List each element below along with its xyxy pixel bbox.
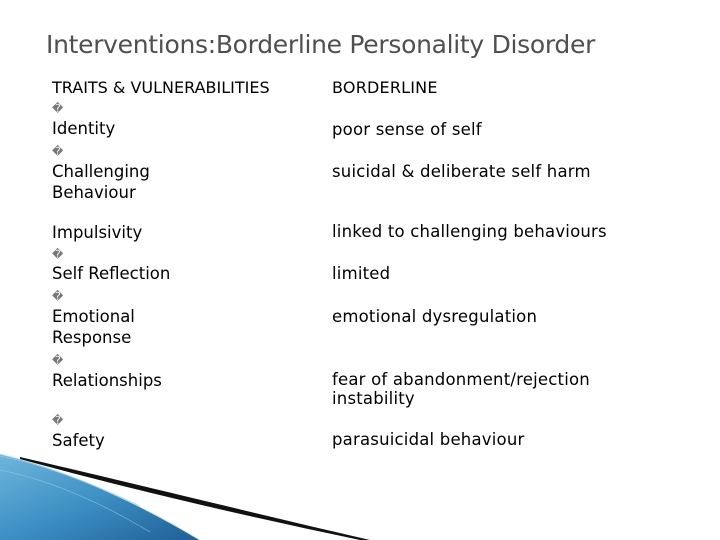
bullet-icon: � xyxy=(52,145,64,158)
header-borderline: BORDERLINE xyxy=(332,78,438,97)
trait-line: Response xyxy=(52,328,132,347)
trait-emotional-response xyxy=(52,306,135,348)
trait-challenging-behaviour xyxy=(52,161,150,203)
decorative-swoosh xyxy=(0,440,380,540)
bullet-icon: � xyxy=(52,290,64,303)
desc-line: instability xyxy=(332,389,415,408)
bullet-icon: � xyxy=(52,102,64,115)
bullet-icon: � xyxy=(52,354,64,367)
desc-relationships xyxy=(332,370,590,408)
desc-line: emotional dysregulation xyxy=(332,307,538,326)
desc-impulsivity xyxy=(332,222,607,241)
desc-line: poor sense of self xyxy=(332,120,482,139)
bullet-icon: � xyxy=(52,414,64,427)
desc-identity xyxy=(332,120,482,139)
desc-line: fear of abandonment/rejection xyxy=(332,370,590,389)
trait-line: Emotional xyxy=(52,307,135,326)
trait-line: Relationships xyxy=(52,371,162,390)
trait-line: Behaviour xyxy=(52,183,136,202)
trait-line: Safety xyxy=(52,431,105,450)
trait-line: Impulsivity xyxy=(52,223,143,242)
desc-emotional-response xyxy=(332,307,537,326)
desc-line: linked to challenging behaviours xyxy=(332,222,607,241)
desc-line: limited xyxy=(332,264,391,283)
trait-impulsivity xyxy=(52,222,142,243)
trait-line: Identity xyxy=(52,119,116,138)
trait-relationships xyxy=(52,370,162,391)
trait-line: Self Reflection xyxy=(52,264,171,283)
trait-identity xyxy=(52,118,115,139)
desc-challenging-behaviour xyxy=(332,162,591,181)
header-traits: TRAITS & VULNERABILITIES xyxy=(52,78,270,97)
desc-line: suicidal & deliberate self harm xyxy=(332,162,591,181)
slide-title: Interventions:Borderline Personality Disorder xyxy=(46,30,596,59)
trait-line: Challenging xyxy=(52,162,150,181)
trait-self-reflection xyxy=(52,263,170,284)
desc-line: parasuicidal behaviour xyxy=(332,430,525,449)
desc-self-reflection xyxy=(332,264,390,283)
bullet-icon: � xyxy=(52,248,64,261)
